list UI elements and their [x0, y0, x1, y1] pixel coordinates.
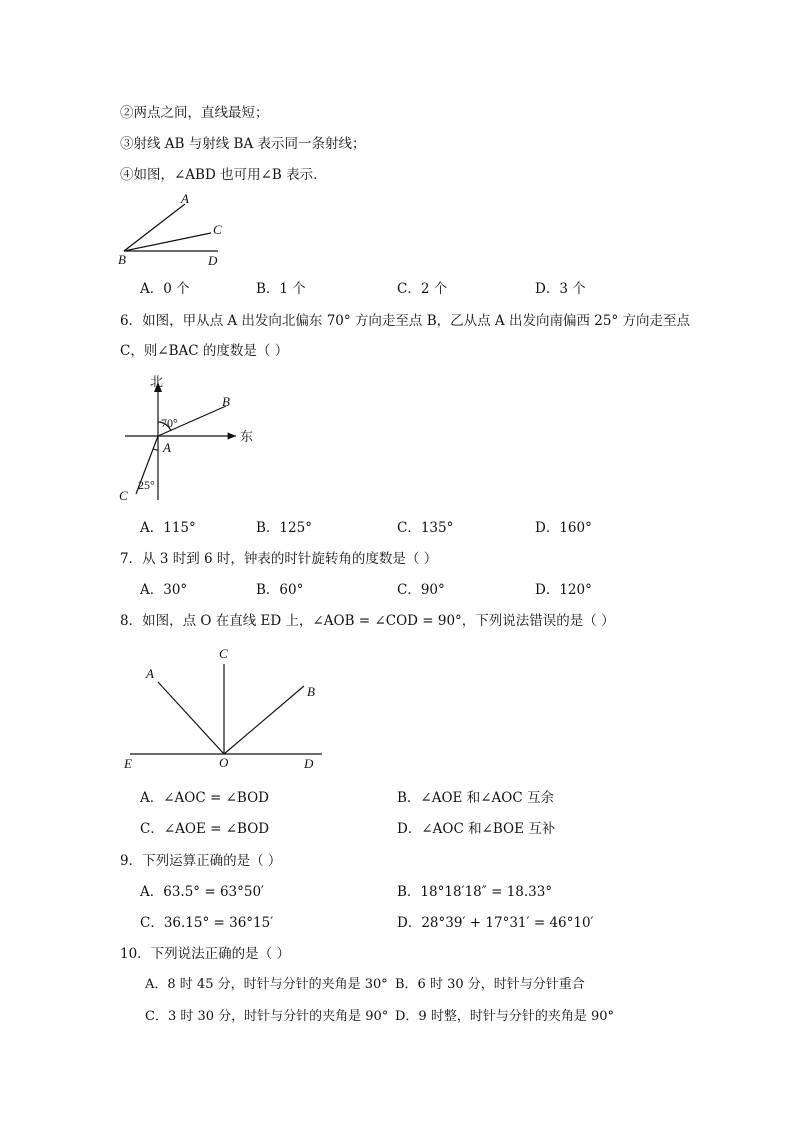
q9-stem: 9．下列运算正确的是（ ）	[120, 853, 282, 869]
q10-stem: 10．下列说法正确的是（ ）	[120, 946, 290, 962]
label-C: C	[219, 646, 228, 661]
q7-option-a[interactable]: A．30°	[140, 582, 188, 598]
label-angle-25: 25°	[138, 478, 155, 492]
statement-4: ④如图，∠ABD 也可用∠B 表示．	[120, 167, 327, 183]
label-A: A	[146, 666, 154, 681]
q10-option-d[interactable]: D．9 时整，时针与分针的夹角是 90°	[395, 1009, 615, 1024]
q5-option-c[interactable]: C．2 个	[397, 281, 448, 297]
q10-option-a[interactable]: A．8 时 45 分，时针与分针的夹角是 30°	[145, 977, 388, 992]
q7-stem: 7．从 3 时到 6 时，钟表的时针旋转角的度数是（ ）	[120, 551, 438, 567]
statement-3: ③射线 AB 与射线 BA 表示同一条射线；	[120, 136, 366, 152]
q6-stem-line2: C，则∠BAC 的度数是（ ）	[120, 343, 289, 359]
q6-option-a[interactable]: A．115°	[140, 520, 196, 536]
label-angle-70: 70°	[161, 416, 178, 430]
q7-option-d[interactable]: D．120°	[535, 582, 592, 598]
label-C: C	[119, 488, 128, 503]
q8-option-b[interactable]: B．∠AOE 和∠AOC 互余	[397, 790, 554, 806]
label-B: B	[307, 684, 315, 699]
q8-option-d[interactable]: D．∠AOC 和∠BOE 互补	[397, 821, 556, 837]
q10-option-c[interactable]: C．3 时 30 分，时针与分针的夹角是 90°	[145, 1009, 389, 1024]
label-east: 东	[240, 429, 254, 444]
q9-option-b[interactable]: B．18°18′18″ = 18.33°	[397, 884, 553, 900]
label-D: D	[208, 253, 218, 268]
label-E: E	[124, 756, 132, 771]
label-O: O	[219, 755, 229, 770]
label-C: C	[213, 222, 222, 237]
q8-option-c[interactable]: C．∠AOE = ∠BOD	[140, 821, 270, 837]
q6-stem-line1: 6．如图，甲从点 A 出发向北偏东 70° 方向走至点 B，乙从点 A 出发向南偏西 25° 方向走至点	[120, 313, 690, 329]
label-B: B	[222, 394, 230, 409]
q6-option-d[interactable]: D．160°	[535, 520, 592, 536]
ray-OA	[158, 682, 224, 754]
statement-2: ②两点之间，直线最短；	[120, 105, 269, 121]
label-A: A	[163, 440, 171, 455]
q6-option-c[interactable]: C．135°	[397, 520, 454, 536]
q5-option-a[interactable]: A．0 个	[140, 281, 190, 297]
q10-option-b[interactable]: B．6 时 30 分，时针与分针重合	[395, 977, 585, 992]
q5-option-b[interactable]: B．1 个	[256, 281, 306, 297]
q7-option-c[interactable]: C．90°	[397, 582, 445, 598]
q9-option-d[interactable]: D．28°39′ + 17°31′ = 46°10′	[397, 915, 594, 931]
label-A: A	[181, 191, 189, 206]
q9-option-c[interactable]: C．36.15° = 36°15′	[140, 915, 274, 931]
q9-option-a[interactable]: A．63.5° = 63°50′	[140, 884, 265, 900]
q6-option-b[interactable]: B．125°	[256, 520, 312, 536]
q7-option-b[interactable]: B．60°	[256, 582, 304, 598]
label-D: D	[304, 756, 314, 771]
label-B: B	[118, 252, 126, 267]
ray-OB	[224, 686, 304, 754]
q5-option-d[interactable]: D．3 个	[535, 281, 586, 297]
label-north: 北	[150, 374, 164, 389]
q8-option-a[interactable]: A．∠AOC = ∠BOD	[140, 790, 269, 806]
q8-stem: 8．如图，点 O 在直线 ED 上，∠AOB = ∠COD = 90°，下列说法错误的是（ ）	[120, 613, 615, 629]
